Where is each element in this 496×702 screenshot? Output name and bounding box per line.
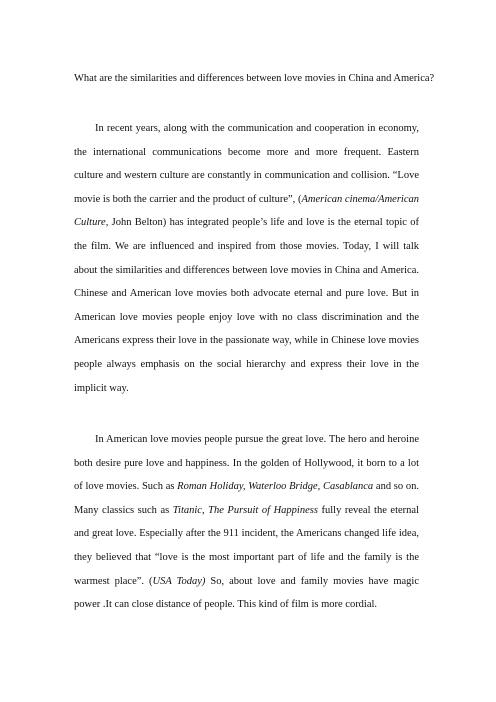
movie-title-pursuit: The Pursuit of Happiness [208, 504, 318, 516]
paragraph-2-text: , [201, 504, 209, 516]
document-title: What are the similarities and differences between love movies in China and America? [74, 73, 435, 84]
movie-titles: Roman Holiday, Waterloo Bridge, Casablanca [177, 481, 374, 493]
paragraph-2-text: and so on. Many classics such as [74, 481, 419, 516]
paragraph-2 [74, 428, 419, 617]
citation-usa-today: USA Today) [152, 575, 206, 587]
citation-book-title: American cinema/American Culture [74, 193, 419, 229]
movie-title-titanic: Titanic [172, 504, 202, 516]
paragraph-1-text: In recent years, along with the communication and cooperation in economy, the international communications become more and more frequent. Eastern culture and western culture are constantly in communication and collision. “Love movie is both the carrier and the product of culture”, ( [74, 123, 419, 205]
paragraph-2-text: fully reveal the eternal and great love. Especially after the 911 incident, the Americans changed life idea, they believed that “love is the most important part of life and the family is the warmest place”. ( [74, 504, 419, 587]
paragraph-1-text: , John Belton) has integrated people’s life and love is the eternal topic of the film. We are influenced and inspired from those movies. Today, I will talk about the similarities and differences between love movies in China and America. Chinese and American love movies both advocate eternal and pure love. But in American love movies people enjoy love with no class discrimination and the Americans express their love in the passionate way, while in Chinese love movies people always emphasis on the social hierarchy and express their love in the implicit way. [74, 217, 419, 394]
paragraph-2-text: So, about love and family movies have magic power .It can close distance of people. This kind of film is more cordial. [74, 575, 419, 611]
paragraph-2-text: In American love movies people pursue the great love. The hero and heroine both desire pure love and happiness. In the golden of Hollywood, it born to a lot of love movies. Such as [74, 434, 419, 493]
paragraph-1 [74, 117, 419, 400]
